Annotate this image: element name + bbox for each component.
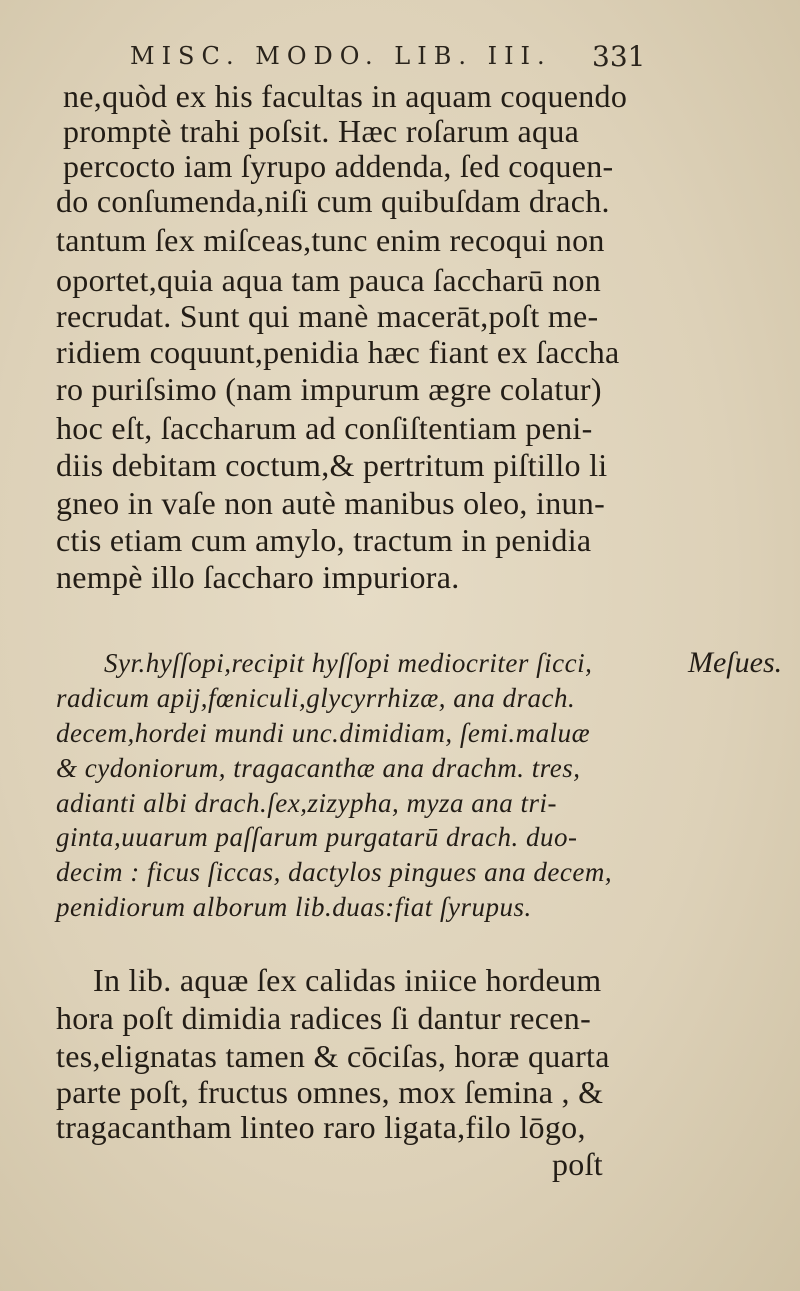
text-line: nempè illo ſaccharo impuriora. [56,559,460,595]
recipe-line: radicum apij,fœniculi,glycyrrhizæ, ana drach. [56,683,576,713]
recipe-line: adianti albi drach.ſex,zizypha, myza ana tri- [56,788,557,818]
text-line: oportet,quia aqua tam pauca ſaccharū non [56,262,602,298]
running-head: MISC. MODO. LIB. III. [130,42,552,70]
recipe-line: & cydoniorum, tragacanthæ ana drachm. tres, [56,753,581,783]
text-line: ctis etiam cum amylo, tractum in penidia [56,522,592,558]
text-line: tes,elignatas tamen & cōciſas, horæ quarta [56,1038,610,1074]
text-line: In lib. aquæ ſex calidas iniice hordeum [93,962,602,998]
text-line: tantum ſex miſceas,tunc enim recoqui non [56,222,605,258]
text-line: tragacantham linteo raro ligata,filo lōgo, [56,1109,586,1145]
recipe-line: decem,hordei mundi unc.dimidiam, ſemi.maluæ [56,718,591,748]
text-line: promptè trahi poſsit. Hæc roſarum aqua [63,113,580,149]
text-line: gneo in vaſe non autè manibus oleo, inun- [56,485,606,521]
text-line: diis debitam coctum,& pertritum piſtillo li [56,447,608,483]
text-line: ro puriſsimo (nam impurum ægre colatur) [56,371,602,407]
page-number: 331 [592,40,646,73]
recipe-line: penidiorum alborum lib.duas:fiat ſyrupus. [56,892,532,922]
text-line: recrudat. Sunt qui manè macerāt,poſt me- [56,298,599,334]
catchword: poſt [552,1146,603,1182]
recipe-line: decim : ficus ſiccas, dactylos pingues ana decem, [56,857,613,887]
text-line: hora poſt dimidia radices ſi dantur recen- [56,1000,592,1036]
text-line: parte poſt, fructus omnes, mox ſemina , & [56,1074,604,1110]
text-line: hoc eſt, ſaccharum ad conſiſtentiam peni- [56,410,593,446]
text-line: ne,quòd ex his facultas in aquam coquendo [63,78,628,114]
text-line: percocto iam ſyrupo addenda, ſed coquen- [63,148,614,184]
text-line: ridiem coquunt,penidia hæc fiant ex ſaccha [56,334,620,370]
page-header [0,34,800,84]
marginal-note: Meſues. [688,646,783,679]
text-line: do conſumenda,niſi cum quibuſdam drach. [56,183,610,219]
recipe-line: ginta,uuarum paſſarum purgatarū drach. duo- [56,822,578,852]
recipe-line: Syr.hyſſopi,recipit hyſſopi mediocriter ſicci, [104,648,593,678]
